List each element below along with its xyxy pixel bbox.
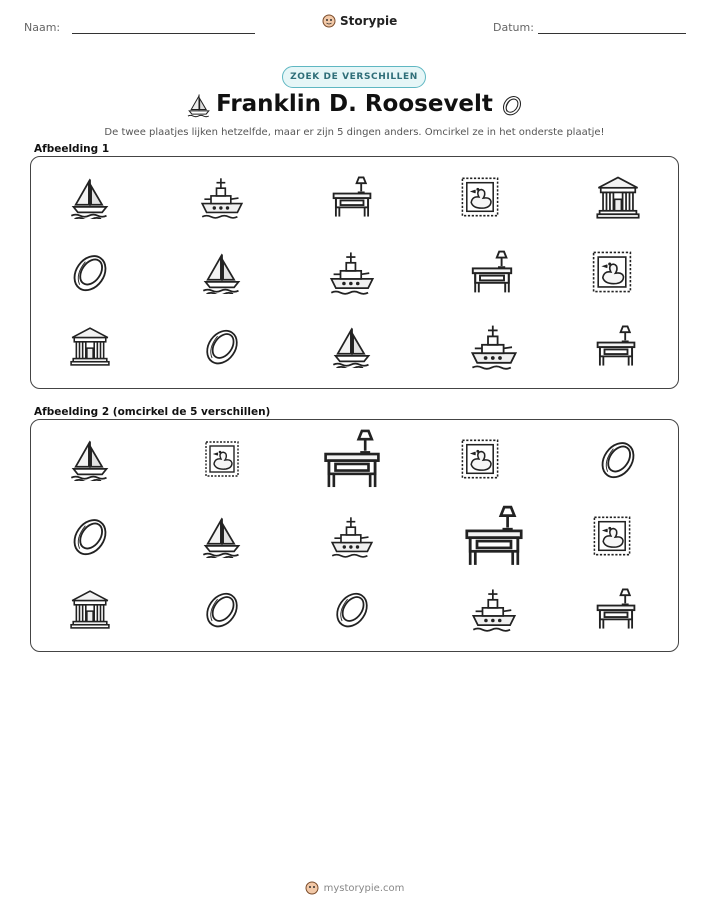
picture1-desk-icon[interactable]	[468, 248, 516, 296]
picture1-bank-building-icon[interactable]	[595, 174, 641, 220]
name-label: Naam:	[24, 21, 61, 34]
picture1-label: Afbeelding 1	[34, 143, 110, 155]
picture1-ring-icon[interactable]	[200, 324, 244, 368]
picture1-battleship-icon[interactable]	[329, 249, 375, 295]
picture2-desk-icon[interactable]	[593, 586, 639, 632]
picture1-battleship-icon[interactable]	[200, 175, 244, 219]
picture1-duck-stamp-icon[interactable]	[458, 175, 502, 219]
date-field[interactable]	[538, 33, 686, 34]
storypie-mascot-icon	[322, 14, 336, 28]
picture2-desk-icon[interactable]	[460, 502, 528, 570]
picture2-battleship-icon[interactable]	[471, 586, 517, 632]
picture2-ring-icon[interactable]	[200, 587, 244, 631]
picture1-sailboat-icon[interactable]	[200, 250, 244, 294]
storypie-mascot-icon	[305, 881, 319, 895]
picture1-sailboat-icon[interactable]	[68, 175, 112, 219]
picture1-desk-icon[interactable]	[329, 174, 375, 220]
picture1-battleship-icon[interactable]	[470, 322, 518, 370]
picture2-sailboat-icon[interactable]	[200, 514, 244, 558]
picture1-duck-stamp-icon[interactable]	[589, 249, 635, 295]
picture2-duck-stamp-icon[interactable]	[590, 514, 634, 558]
picture2-bank-building-icon[interactable]	[69, 588, 111, 630]
page-title: Franklin D. Roosevelt	[216, 91, 493, 117]
instructions-text: De twee plaatjes lijken hetzelfde, maar er zijn 5 dingen anders. Omcirkel ze in het onderste plaatje!	[104, 127, 605, 138]
picture2-ring-icon[interactable]	[595, 436, 641, 482]
picture1-sailboat-icon[interactable]	[330, 324, 374, 368]
footer-url[interactable]: mystorypie.com	[323, 882, 405, 894]
activity-badge: ZOEK DE VERSCHILLEN	[282, 66, 426, 88]
picture2-desk-icon[interactable]	[319, 426, 385, 492]
picture1-ring-icon[interactable]	[67, 249, 113, 295]
picture2-duck-stamp-icon[interactable]	[458, 437, 502, 481]
date-label: Datum:	[493, 21, 534, 34]
picture2-ring-icon[interactable]	[67, 513, 113, 559]
picture2-sailboat-icon[interactable]	[68, 437, 112, 481]
picture2-ring-icon[interactable]	[330, 587, 374, 631]
picture1-bank-building-icon[interactable]	[69, 325, 111, 367]
picture2-duck-stamp-icon[interactable]	[202, 439, 242, 479]
footer	[0, 881, 709, 895]
brand-name: Storypie	[340, 14, 398, 28]
name-field[interactable]	[72, 33, 255, 34]
ring-icon	[499, 92, 525, 122]
picture2-label: Afbeelding 2 (omcirkel de 5 verschillen)	[34, 406, 271, 418]
picture1-desk-icon[interactable]	[593, 323, 639, 369]
picture2-battleship-icon[interactable]	[330, 514, 374, 558]
brand-logo	[322, 14, 397, 28]
